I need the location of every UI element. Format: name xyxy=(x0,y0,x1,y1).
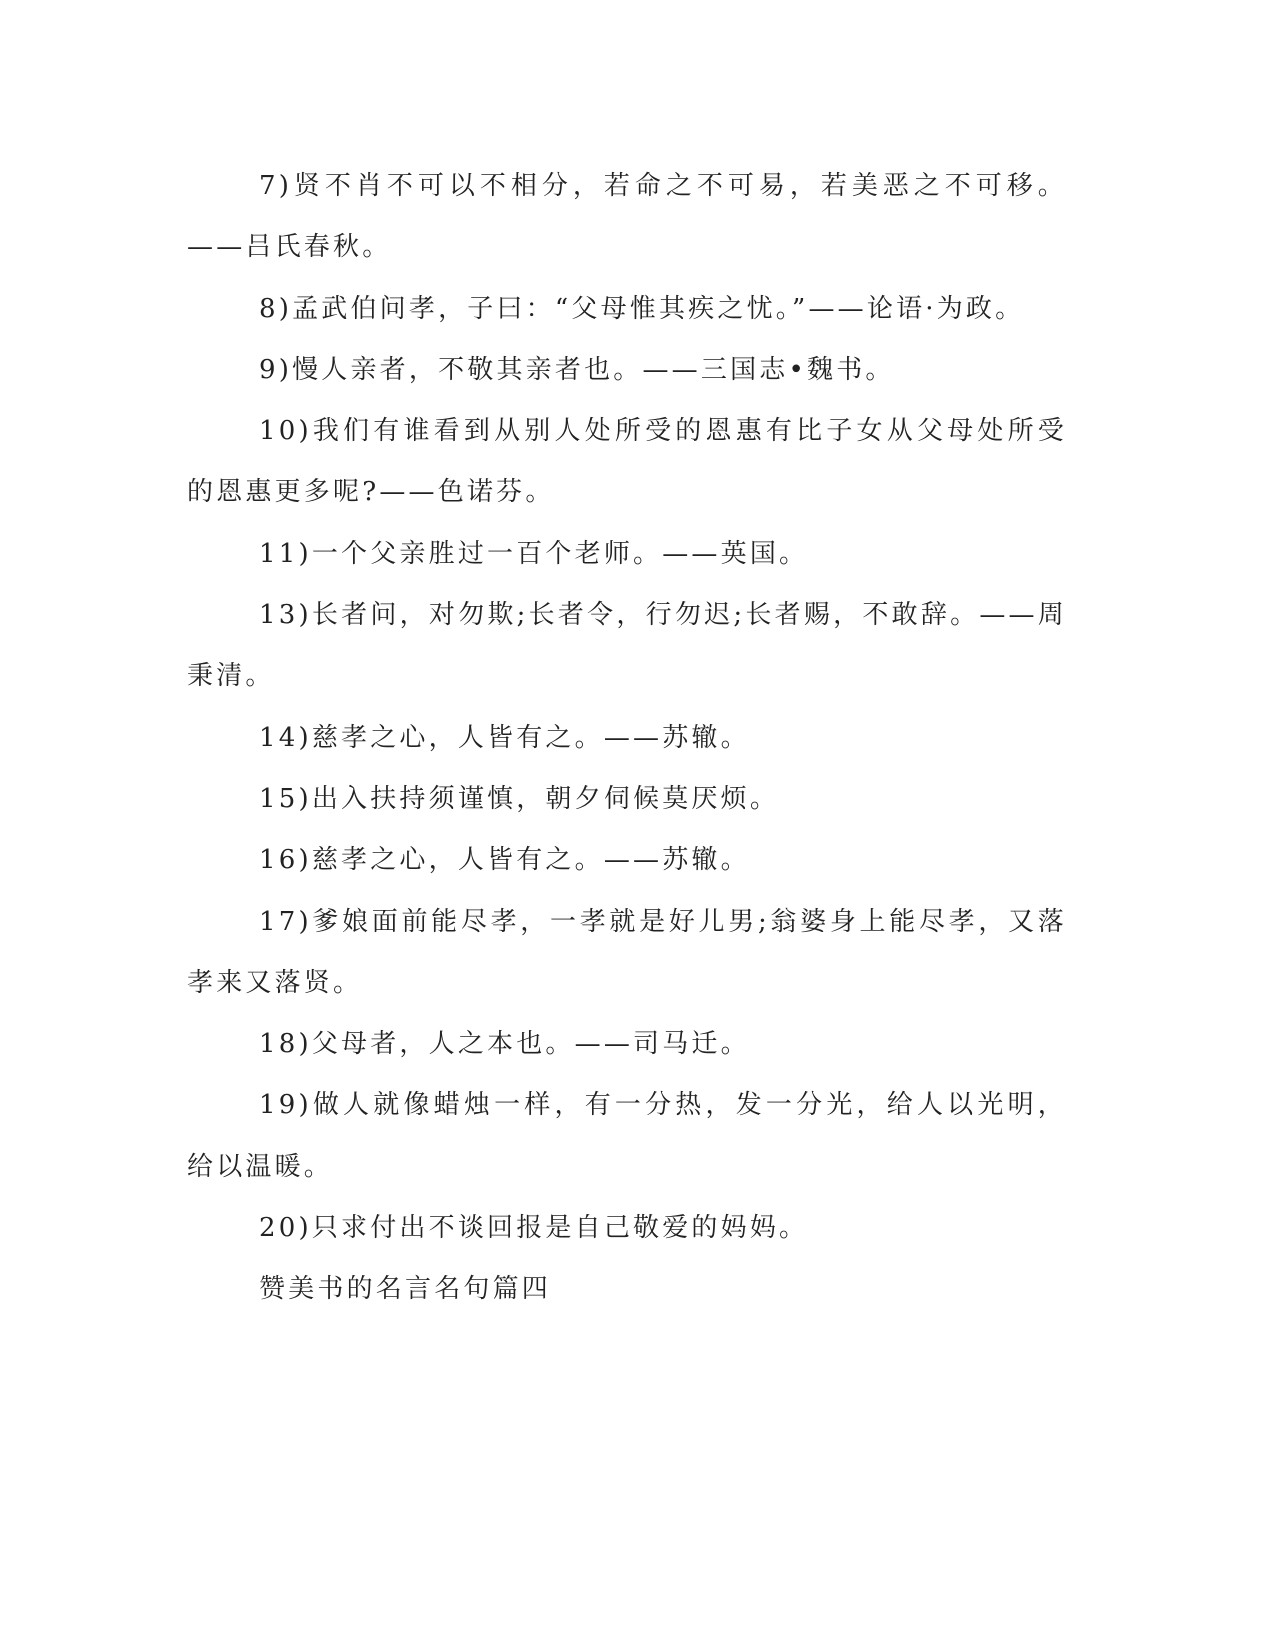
quote-paragraph-18: 18)父母者，人之本也。——司马迁。 xyxy=(259,1029,750,1060)
section-heading: 赞美书的名言名句篇四 xyxy=(259,1274,552,1305)
document-body xyxy=(187,156,1067,1321)
quote-paragraph-20: 20)只求付出不谈回报是自己敬爱的妈妈。 xyxy=(259,1213,809,1244)
quote-paragraph-8: 8)孟武伯问孝，子曰：“父母惟其疾之忧。”——论语·为政。 xyxy=(259,293,1025,324)
quote-paragraph-13: 13)长者问，对勿欺;长者令，行勿迟;长者赐，不敢辞。——周秉清。 xyxy=(187,600,1067,692)
quote-paragraph-14: 14)慈孝之心，人皆有之。——苏辙。 xyxy=(259,722,750,753)
quote-paragraph-10: 10)我们有谁看到从别人处所受的恩惠有比子女从父母处所受的恩惠更多呢?——色诺芬。 xyxy=(187,416,1067,508)
quote-paragraph-17: 17)爹娘面前能尽孝，一孝就是好儿男;翁婆身上能尽孝，又落孝来又落贤。 xyxy=(187,906,1067,998)
quote-paragraph-19: 19)做人就像蜡烛一样，有一分热，发一分光，给人以光明，给以温暖。 xyxy=(187,1090,1067,1182)
quote-paragraph-16: 16)慈孝之心，人皆有之。——苏辙。 xyxy=(259,845,750,876)
quote-paragraph-9: 9)慢人亲者，不敬其亲者也。——三国志•魏书。 xyxy=(259,354,895,385)
quote-paragraph-11: 11)一个父亲胜过一百个老师。——英国。 xyxy=(259,538,809,569)
quote-paragraph-7: 7)贤不肖不可以不相分，若命之不可易，若美恶之不可移。——吕氏春秋。 xyxy=(187,171,1067,263)
quote-paragraph-15: 15)出入扶持须谨慎，朝夕伺候莫厌烦。 xyxy=(259,783,780,814)
